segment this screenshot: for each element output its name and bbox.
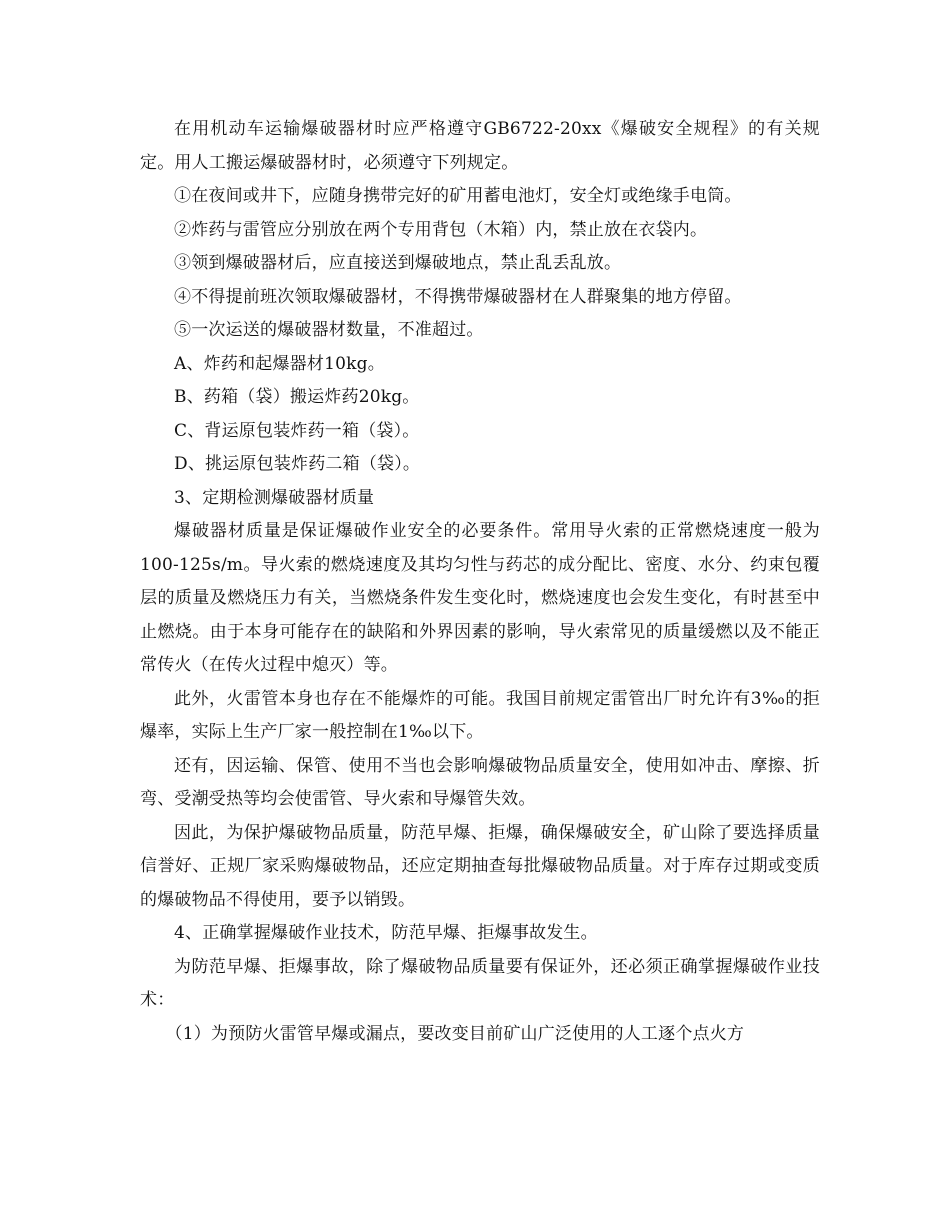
paragraph-handling-impact: 还有，因运输、保管、使用不当也会影响爆破物品质量安全，使用如冲击、摩擦、折弯、受潮受热等均会使雷管、导火索和导爆管失效。 bbox=[140, 755, 820, 809]
paragraph-fuse-quality: 爆破器材质量是保证爆破作业安全的必要条件。常用导火索的正常燃烧速度一般为100-125s/m。导火索的燃烧速度及其均匀性与药芯的成分配比、密度、水分、约束包覆层的质量及燃烧压力有关，当燃烧条件发生变化时，燃烧速度也会发生变化，有时甚至中止燃烧。由于本身可能存在的缺陷和外界因素的影响，导火索常见的质量缓燃以及不能正常传火（在传火过程中熄灭）等。 bbox=[140, 521, 820, 675]
technique-item-1: （1）为预防火雷管早爆或漏点，要改变目前矿山广泛使用的人工逐个点火方 bbox=[165, 1023, 745, 1044]
rule-item-4: ④不得提前班次领取爆破器材，不得携带爆破器材在人群聚集的地方停留。 bbox=[174, 286, 742, 307]
paragraph-transport-rules: 在用机动车运输爆破器材时应严格遵守GB6722-20xx《爆破安全规程》的有关规定。用人工搬运爆破器材时，必须遵守下列规定。 bbox=[140, 119, 820, 173]
rule-item-2: ②炸药与雷管应分别放在两个专用背包（木箱）内，禁止放在衣袋内。 bbox=[174, 219, 708, 240]
section-heading-4: 4、正确掌握爆破作业技术，防范早爆、拒爆事故发生。 bbox=[174, 923, 598, 943]
paragraph-quality-control: 因此，为保护爆破物品质量，防范早爆、拒爆，确保爆破安全，矿山除了要选择质量信誉好、正规厂家采购爆破物品，还应定期抽查每批爆破物品质量。对于库存过期或变质的爆破物品不得使用，要予以销毁。 bbox=[140, 822, 820, 910]
paragraph-technique-intro: 为防范早爆、拒爆事故，除了爆破物品质量要有保证外，还必须正确掌握爆破作业技术： bbox=[140, 956, 820, 1010]
rule-item-5: ⑤一次运送的爆破器材数量，不准超过。 bbox=[174, 320, 484, 340]
section-heading-3: 3、定期检测爆破器材质量 bbox=[174, 487, 375, 508]
document-body bbox=[140, 113, 820, 1051]
limit-item-d: D、挑运原包装炸药二箱（袋）。 bbox=[174, 454, 421, 474]
rule-item-1: ①在夜间或井下，应随身携带完好的矿用蓄电池灯，安全灯或绝缘手电筒。 bbox=[174, 186, 742, 206]
rule-item-3: ③领到爆破器材后，应直接送到爆破地点，禁止乱丢乱放。 bbox=[174, 253, 622, 273]
limit-item-b: B、药箱（袋）搬运炸药20kg。 bbox=[174, 387, 420, 407]
limit-item-a: A、炸药和起爆器材10kg。 bbox=[174, 353, 385, 374]
paragraph-detonator-failure: 此外，火雷管本身也存在不能爆炸的可能。我国目前规定雷管出厂时允许有3‰的拒爆率，实际上生产厂家一般控制在1‰以下。 bbox=[140, 688, 820, 742]
limit-item-c: C、背运原包装炸药一箱（袋）。 bbox=[174, 420, 420, 441]
